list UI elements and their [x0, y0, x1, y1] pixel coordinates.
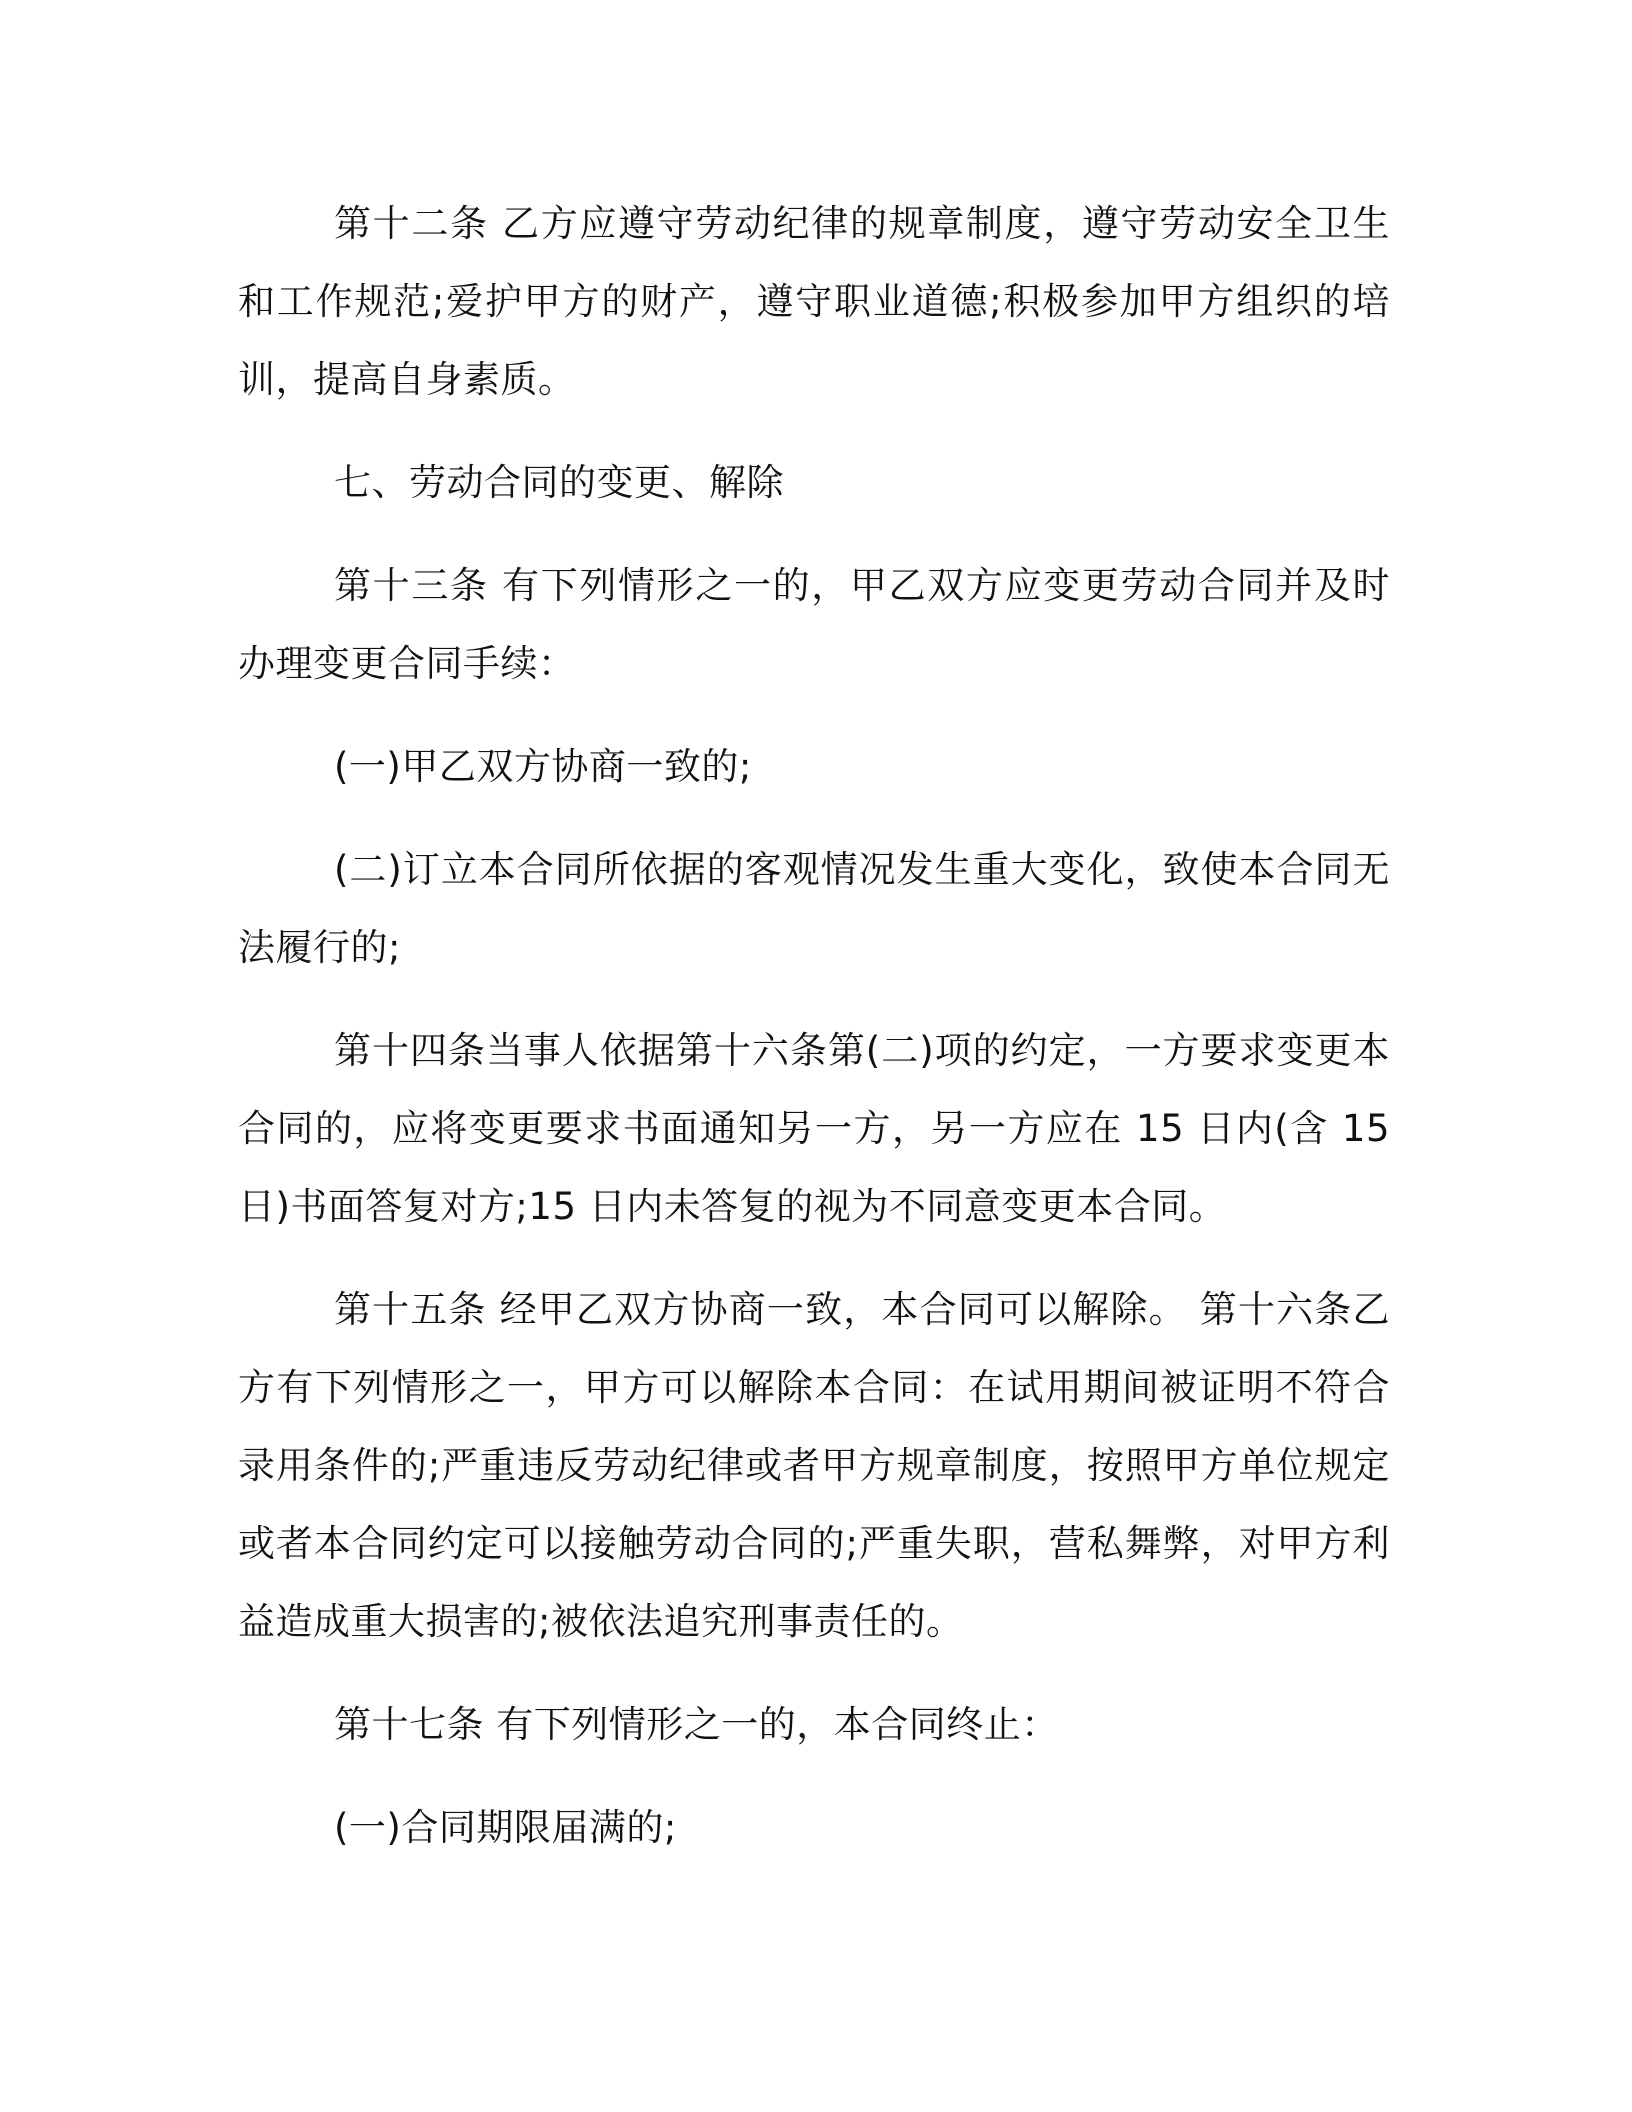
article-13-item-2: (二)订立本合同所依据的客观情况发生重大变化，致使本合同无法履行的; [238, 848, 1390, 969]
article-17: 第十七条 有下列情形之一的，本合同终止： [334, 1703, 1059, 1746]
article-17-item-1: (一)合同期限届满的; [334, 1806, 677, 1849]
article-14: 第十四条当事人依据第十六条第(二)项的约定，一方要求变更本合同的，应将变更要求书面通知另一方，另一方应在 15 日内(含 15 日)书面答复对方;15 日内未答复的视为不同意变更本合同。 [238, 1029, 1390, 1228]
article-12: 第十二条 乙方应遵守劳动纪律的规章制度，遵守劳动安全卫生和工作规范;爱护甲方的财产，遵守职业道德;积极参加甲方组织的培训，提高自身素质。 [238, 202, 1390, 401]
article-13-item-1: (一)甲乙双方协商一致的; [334, 745, 752, 788]
document-body [238, 185, 1390, 1892]
section-heading-7: 七、劳动合同的变更、解除 [334, 461, 784, 504]
article-15-16: 第十五条 经甲乙双方协商一致，本合同可以解除。 第十六条乙方有下列情形之一，甲方可以解除本合同：在试用期间被证明不符合录用条件的;严重违反劳动纪律或者甲方规章制度，按照甲方单位规定或者本合同约定可以接触劳动合同的;严重失职，营私舞弊，对甲方利益造成重大损害的;被依法追究刑事责任的。 [238, 1288, 1390, 1643]
article-13: 第十三条 有下列情形之一的，甲乙双方应变更劳动合同并及时办理变更合同手续： [238, 564, 1390, 685]
